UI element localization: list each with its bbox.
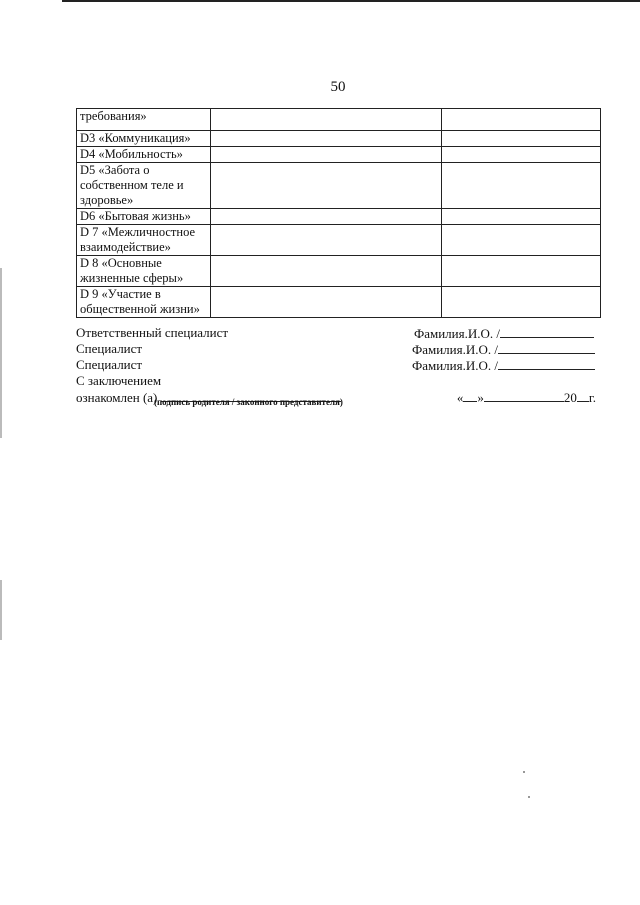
name-field: [412, 341, 595, 358]
signature-row: [76, 357, 600, 373]
date-field: [457, 389, 596, 406]
row-cell: [442, 287, 601, 318]
row-cell: [211, 256, 442, 287]
specialist-label: Специалист: [76, 341, 143, 356]
row-cell: [211, 109, 442, 131]
row-cell: [211, 287, 442, 318]
table-row: [77, 163, 601, 209]
row-label: D 9 «Участие в общественной жизни»: [77, 287, 211, 318]
row-label: D5 «Забота о собственном теле и здоровье»: [77, 163, 211, 209]
signature-line: [498, 341, 595, 354]
date-open-quote: «: [456, 390, 464, 405]
row-label: D 8 «Основные жизненные сферы»: [77, 256, 211, 287]
date-year: 20: [563, 390, 577, 405]
row-label: D 7 «Межличностное взаимодействие»: [77, 225, 211, 256]
signature-row: [76, 341, 600, 357]
signature-caption: (подпись родителя / законного представителя): [154, 397, 343, 407]
table-row: [77, 225, 601, 256]
signature-row: [76, 325, 600, 341]
scan-speck: [528, 796, 530, 798]
row-cell: [442, 147, 601, 163]
table-row: [77, 287, 601, 318]
date-suffix: г.: [588, 390, 596, 405]
scan-edge-mark: [0, 268, 2, 438]
name-label: Фамилия.И.О. /: [411, 342, 498, 357]
row-label: D6 «Бытовая жизнь»: [77, 209, 211, 225]
name-label: Фамилия.И.О. /: [413, 326, 500, 341]
year-line: [577, 389, 589, 402]
row-cell: [442, 225, 601, 256]
table-row: [77, 209, 601, 225]
scan-speck: [523, 771, 525, 773]
specialist-label: Специалист: [76, 357, 143, 372]
date-close-quote: »: [477, 390, 484, 405]
table-row: [77, 256, 601, 287]
table-row: [77, 147, 601, 163]
signature-block: [76, 325, 600, 405]
top-border-line: [62, 0, 640, 2]
row-cell: [442, 131, 601, 147]
row-cell: [211, 131, 442, 147]
signature-row: [76, 373, 600, 389]
row-label: D4 «Мобильность»: [77, 147, 211, 163]
row-cell: [442, 109, 601, 131]
row-cell: [211, 225, 442, 256]
table-row: [77, 109, 601, 131]
row-cell: [442, 209, 601, 225]
conclusion-label: С заключением: [76, 373, 162, 388]
signature-line: [498, 357, 595, 370]
row-cell: [211, 147, 442, 163]
day-line: [463, 389, 477, 402]
responsible-specialist-label: Ответственный специалист: [76, 325, 229, 340]
table-row: [77, 131, 601, 147]
scan-edge-mark: [0, 580, 2, 640]
page-number: 50: [330, 79, 346, 95]
row-label: D3 «Коммуникация»: [77, 131, 211, 147]
signature-line: [500, 325, 594, 338]
row-cell: [442, 163, 601, 209]
assessment-table: [76, 108, 601, 318]
row-cell: [211, 163, 442, 209]
month-line: [484, 389, 564, 402]
name-label: Фамилия.И.О. /: [411, 358, 498, 373]
row-cell: [442, 256, 601, 287]
row-cell: [211, 209, 442, 225]
row-label: требования»: [77, 109, 211, 131]
acknowledged-label: ознакомлен (а): [76, 390, 158, 405]
name-field: [414, 325, 594, 342]
name-field: [412, 357, 595, 374]
